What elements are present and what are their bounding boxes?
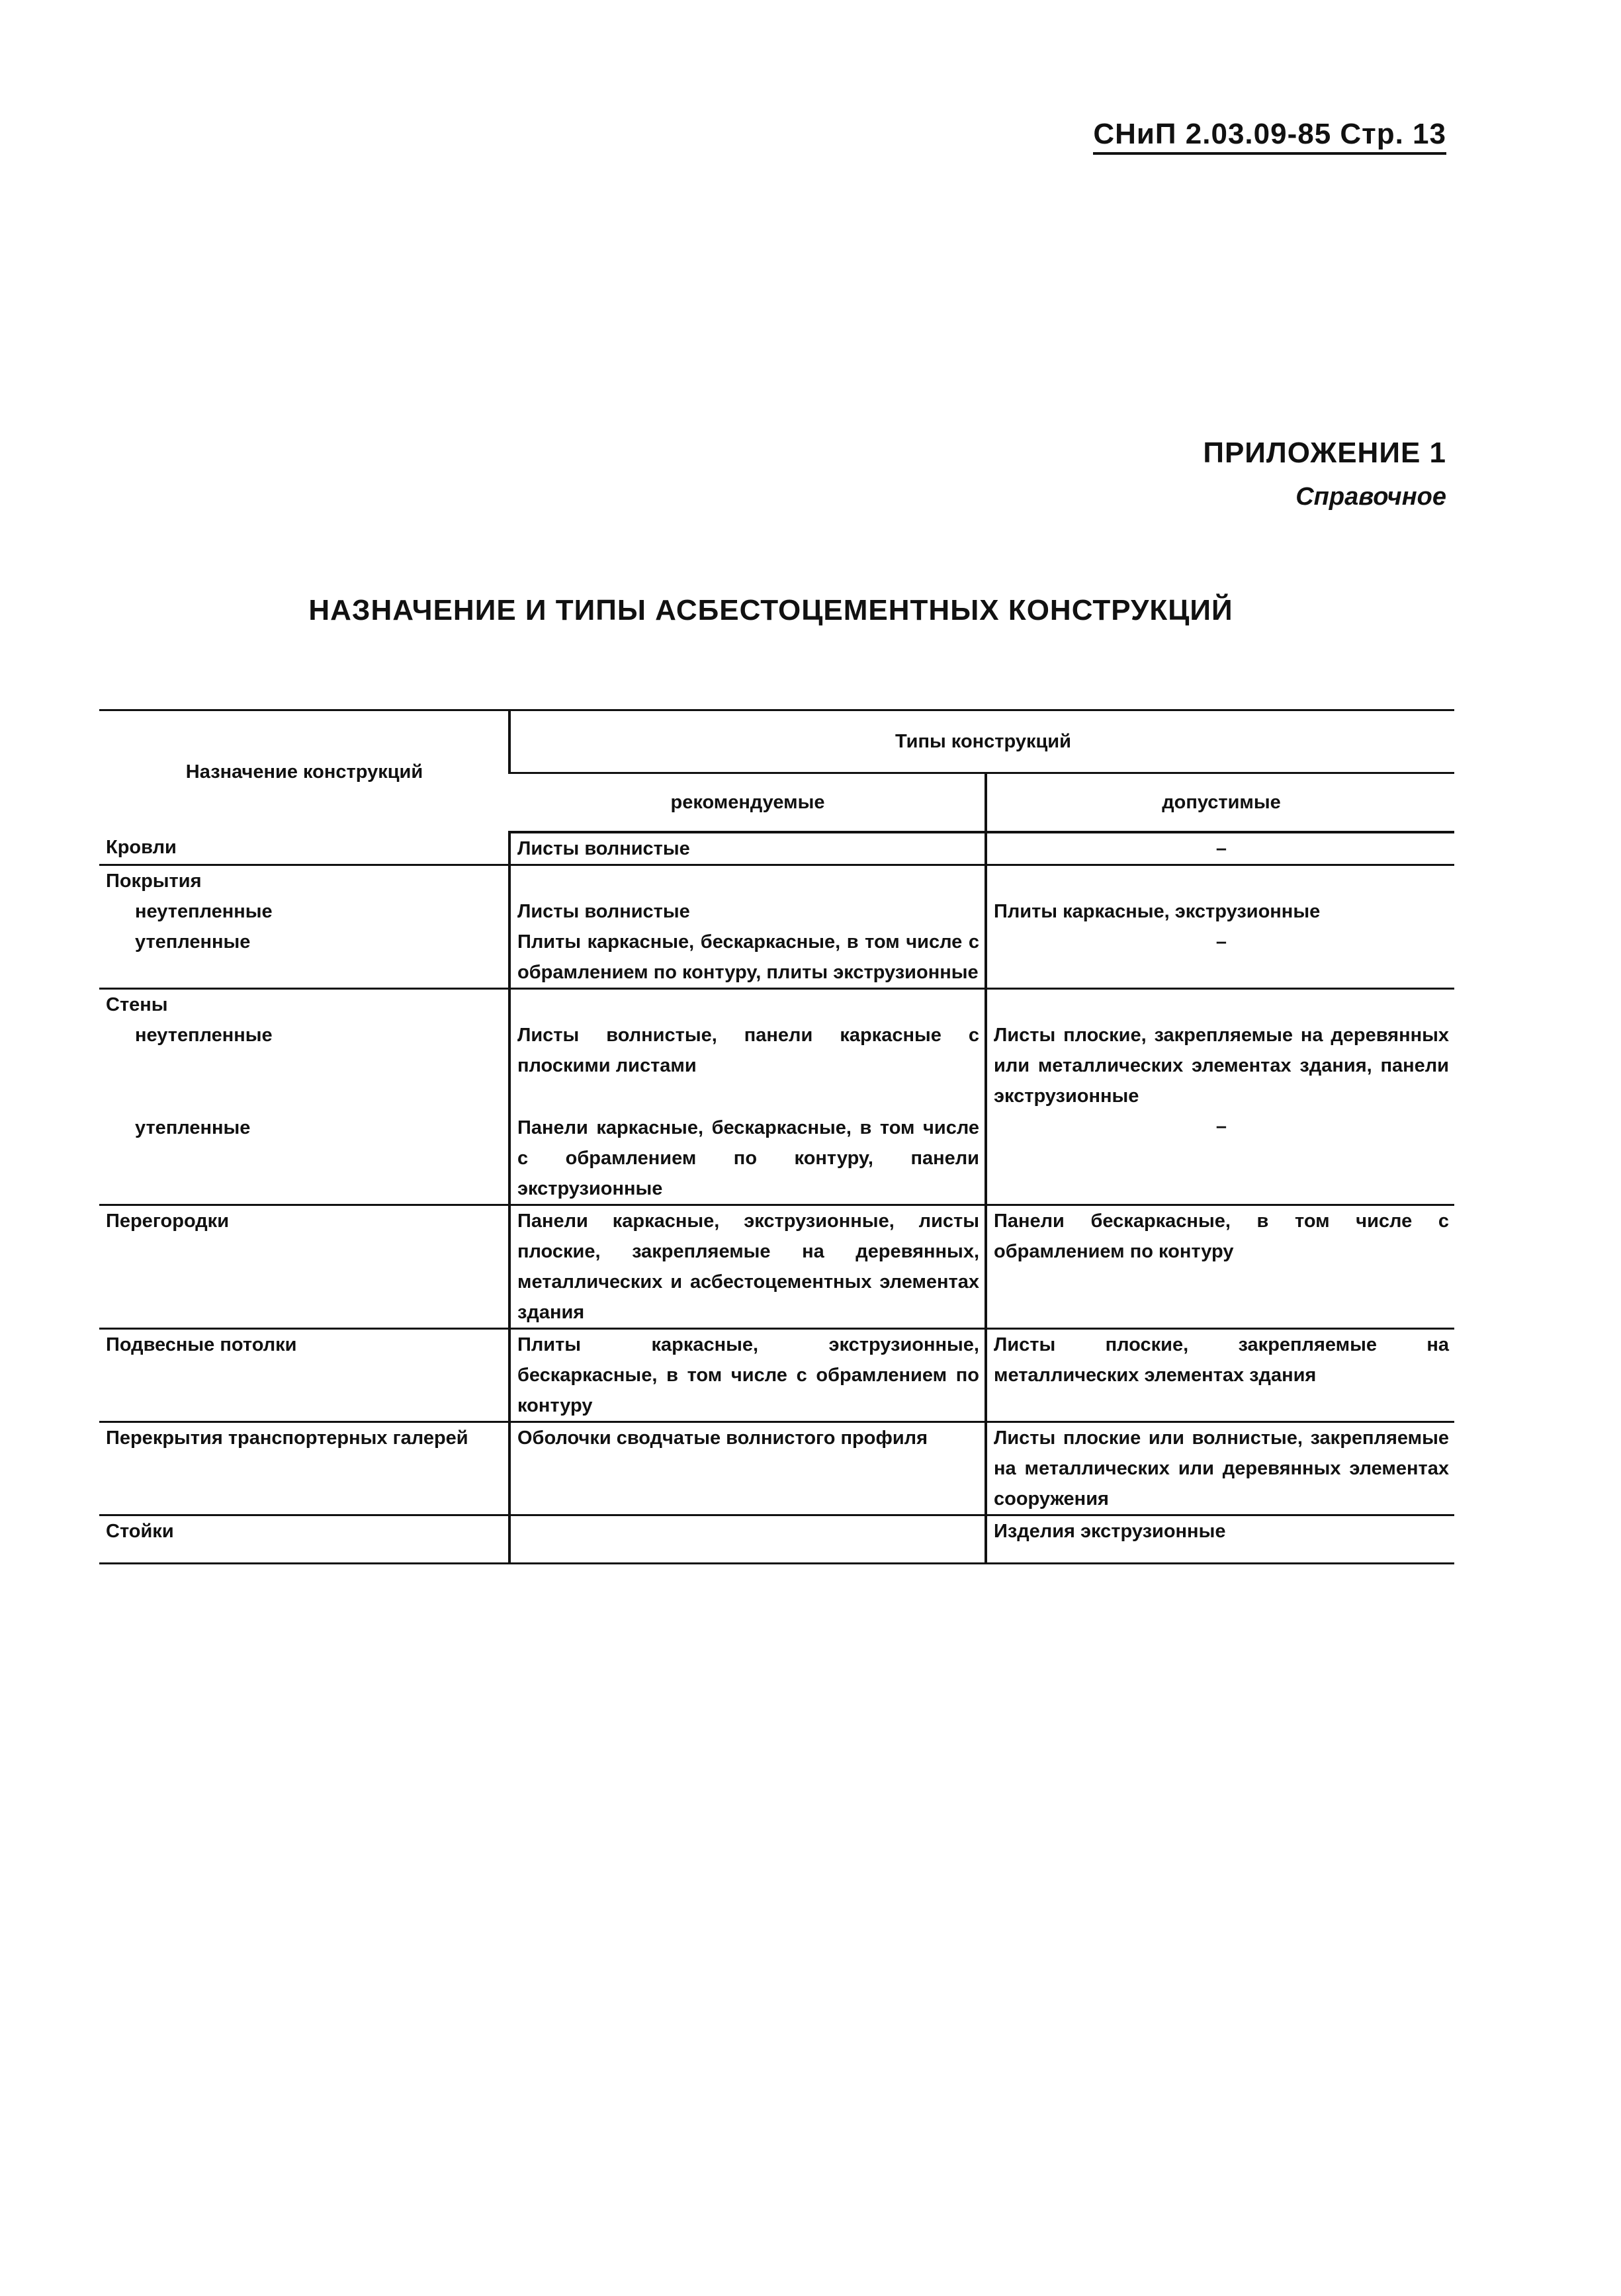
purpose-sublabel: неутепленные: [135, 901, 273, 922]
purpose-sublabel: утепленные: [135, 931, 251, 953]
allowed-cell: Изделия экструзионные: [986, 1515, 1454, 1564]
recommended-text: Плиты каркасные, бескаркасные, в том числе с обрамлением по контуру, плиты экструзионные: [517, 931, 979, 983]
column-header-purpose: Назначение конструкций: [99, 710, 509, 833]
column-header-allowed: допустимые: [986, 773, 1454, 833]
table-row: [99, 1205, 1454, 1329]
purpose-cell: Перекрытия транспортерных галерей: [99, 1422, 509, 1515]
purpose-sublabel: утепленные: [135, 1117, 251, 1138]
purpose-label: Стены: [106, 994, 168, 1015]
purpose-cell: Кровли: [106, 837, 177, 858]
table-row: [99, 1329, 1454, 1422]
construction-types-table: [99, 709, 1454, 1564]
purpose-label: Покрытия: [106, 871, 202, 892]
purpose-cell: Перегородки: [99, 1205, 509, 1329]
recommended-text: Листы волнистые: [517, 901, 690, 922]
recommended-cell: [509, 865, 986, 989]
appendix-label: ПРИЛОЖЕНИЕ 1: [1203, 437, 1446, 469]
appendix-type: Справочное: [1295, 483, 1446, 511]
purpose-cell: Подвесные потолки: [99, 1329, 509, 1422]
allowed-text: Листы плоские, закрепляемые на деревянных или металлических элементах здания, панели экструзионные: [994, 1025, 1449, 1107]
allowed-cell: –: [986, 832, 1454, 865]
table-row: [99, 1515, 1454, 1564]
column-header-recommended: рекомендуемые: [509, 773, 986, 833]
allowed-cell: Листы плоские, закрепляемые на металлических элементах здания: [986, 1329, 1454, 1422]
allowed-cell: Панели бескаркасные, в том числе с обрамлением по контуру: [986, 1205, 1454, 1329]
table-row: [99, 989, 1454, 1205]
allowed-cell: [986, 989, 1454, 1205]
recommended-cell: Листы волнистые: [509, 832, 986, 865]
page-header-reference: СНиП 2.03.09-85 Стр. 13: [1093, 118, 1446, 155]
recommended-cell: [509, 1515, 986, 1564]
allowed-text: –: [1215, 1116, 1227, 1137]
recommended-cell: Плиты каркасные, экструзионные, бескаркасные, в том числе с обрамлением по контуру: [509, 1329, 986, 1422]
table-row: [99, 1422, 1454, 1515]
purpose-cell: [99, 865, 509, 989]
recommended-cell: Оболочки сводчатые волнистого профиля: [509, 1422, 986, 1515]
allowed-text: Плиты каркасные, экструзионные: [994, 901, 1321, 922]
recommended-cell: Панели каркасные, экструзионные, листы плоские, закрепляемые на деревянных, металлических и асбестоцементных элементах здания: [509, 1205, 986, 1329]
allowed-text: –: [1215, 931, 1227, 953]
recommended-text: Панели каркасные, бескаркасные, в том числе с обрамлением по контуру, панели экструзионные: [517, 1117, 979, 1199]
allowed-cell: Листы плоские или волнистые, закрепляемые на металлических или деревянных элементах сооружения: [986, 1422, 1454, 1515]
purpose-sublabel: неутепленные: [135, 1025, 273, 1046]
allowed-cell: [986, 865, 1454, 989]
recommended-text: Листы волнистые, панели каркасные с плоскими листами: [517, 1025, 979, 1076]
table-row: [99, 865, 1454, 989]
document-title: НАЗНАЧЕНИЕ И ТИПЫ АСБЕСТОЦЕМЕНТНЫХ КОНСТРУКЦИЙ: [308, 594, 1233, 626]
table-row: [99, 832, 1454, 865]
table-header-row: [99, 710, 1454, 773]
purpose-cell: Стойки: [99, 1515, 509, 1564]
recommended-cell: [509, 989, 986, 1205]
purpose-cell: [99, 989, 509, 1205]
column-header-types: Типы конструкций: [509, 710, 1454, 773]
